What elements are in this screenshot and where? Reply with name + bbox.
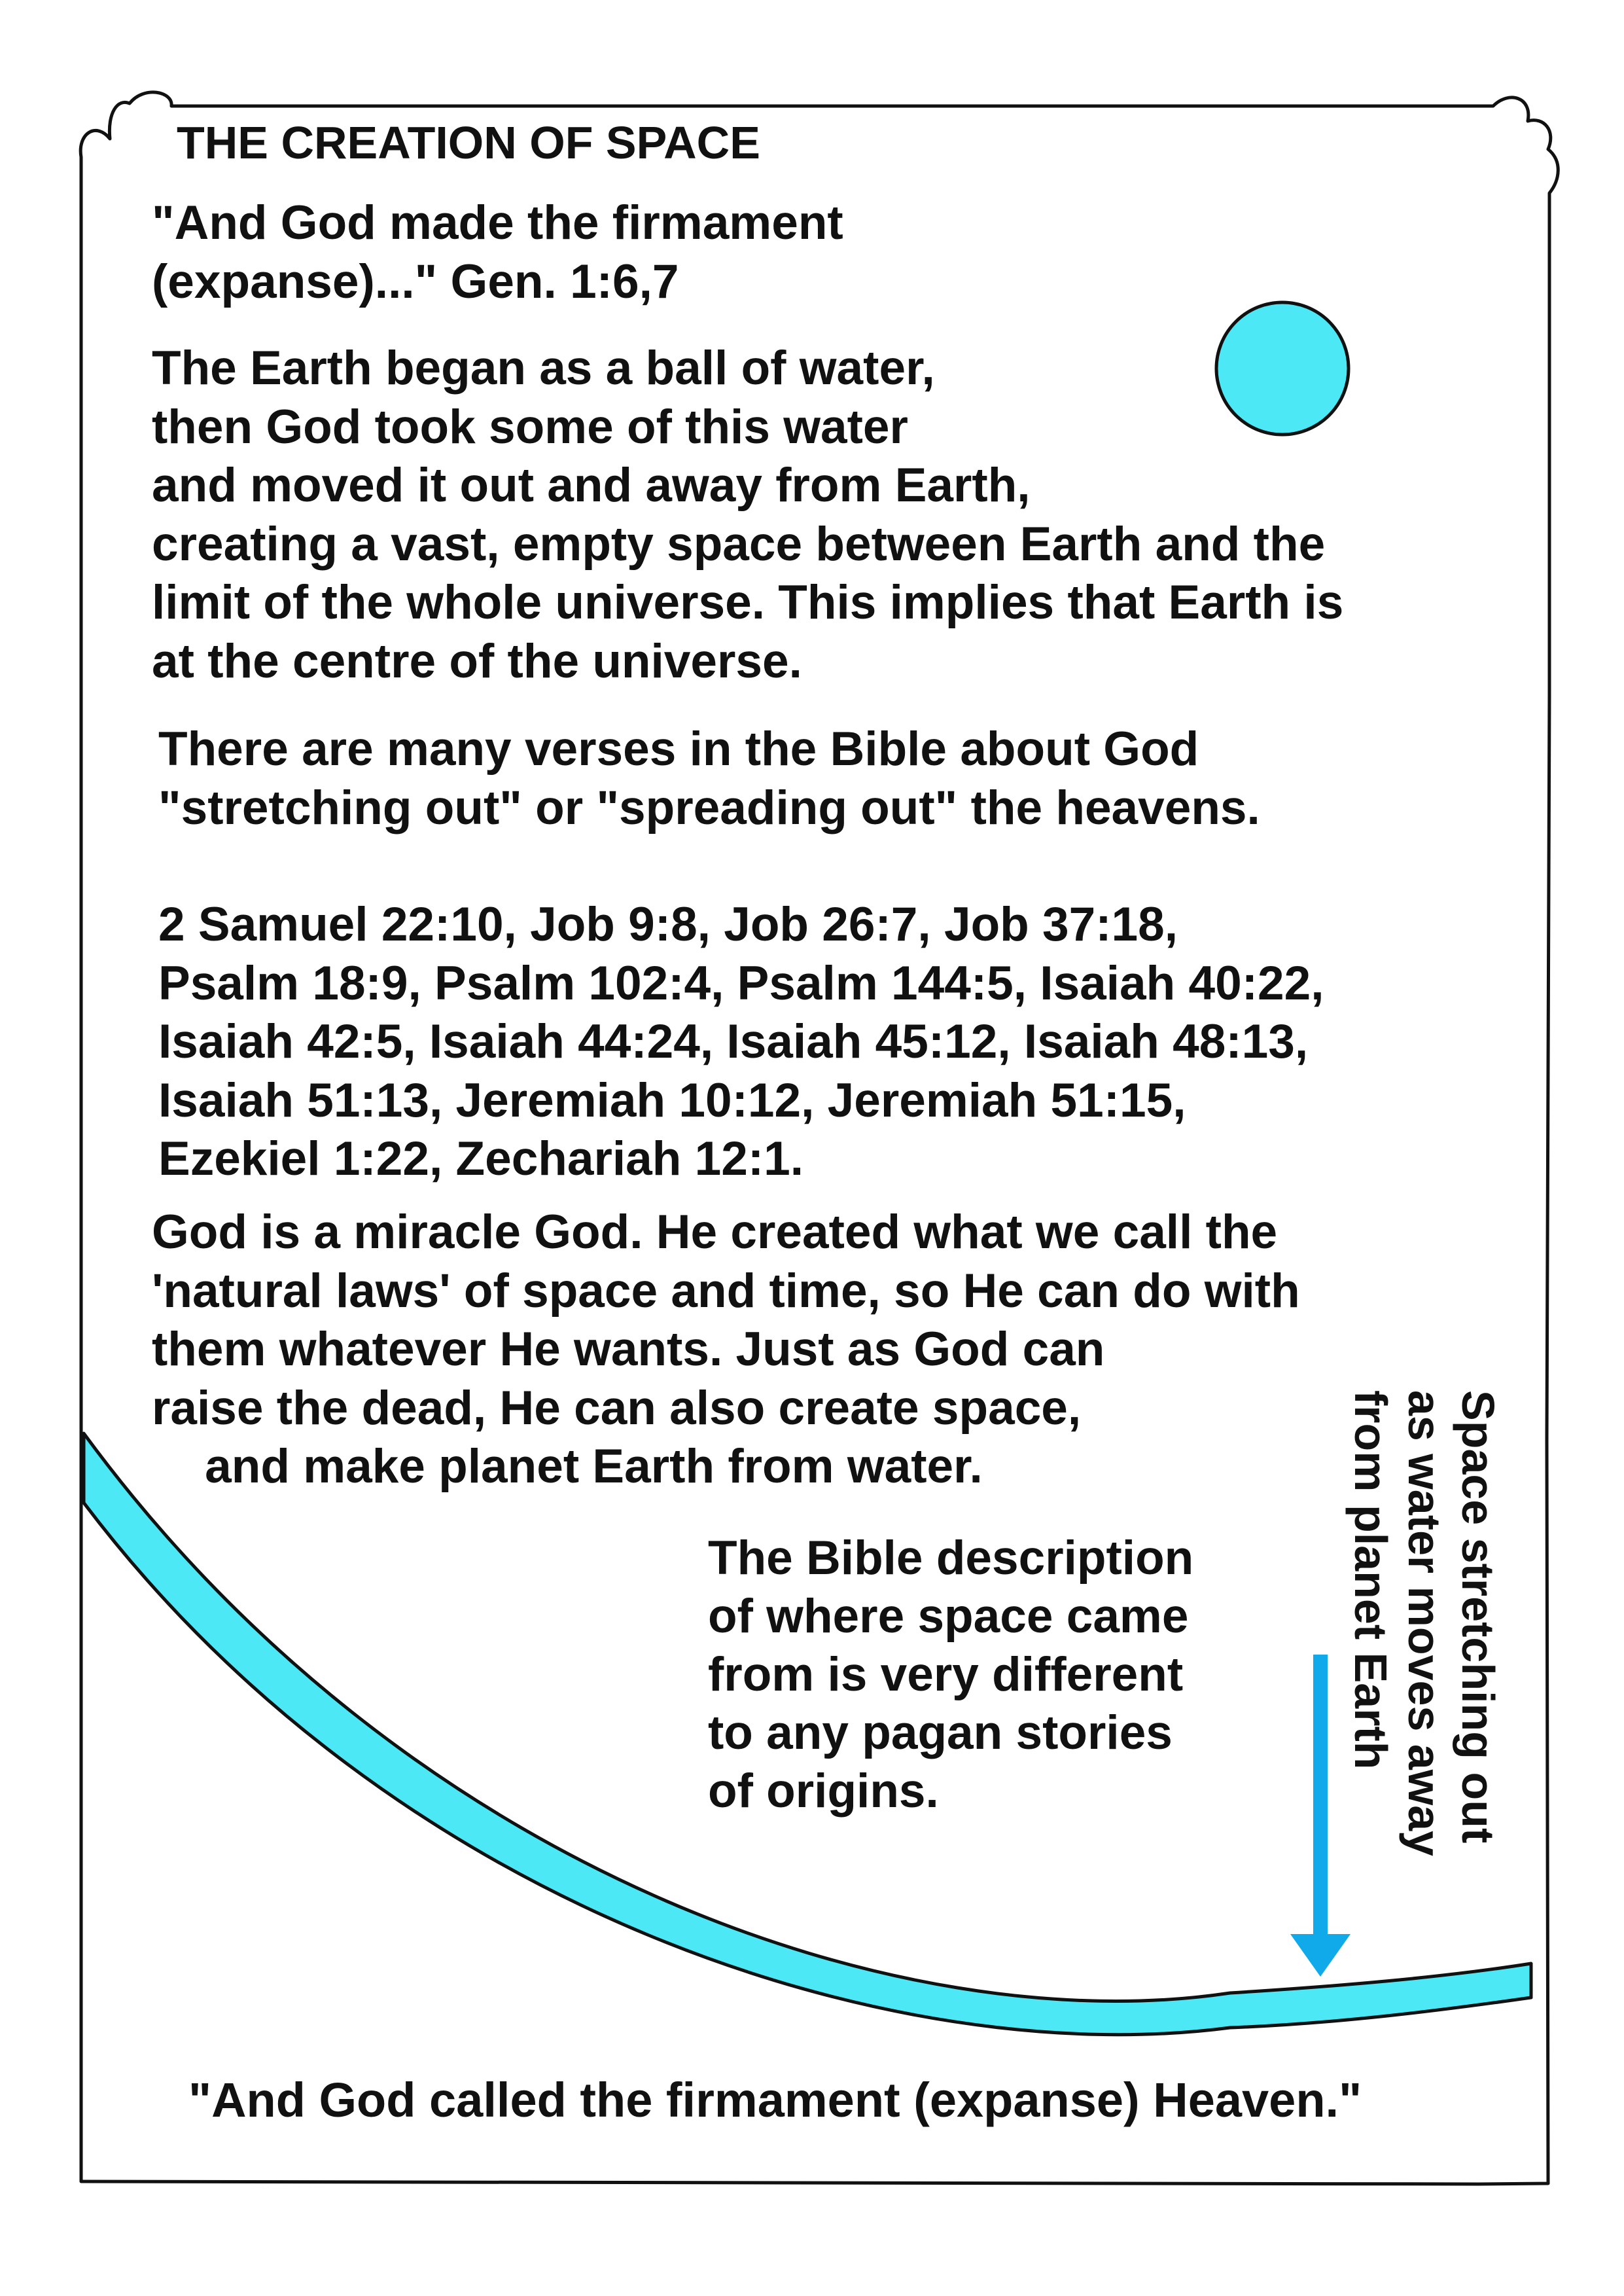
closing-quote: "And God called the firmament (expanse) Heaven." (188, 2073, 1362, 2127)
opening-quote: "And God made the firmament (expanse)..." Gen. 1:6,7 (152, 196, 843, 308)
earth-paragraph: The Earth began as a ball of water, then God took some of this water and moved it out and away from Earth, creating a vast, empty space between Earth and the limit of the whole universe. This implies that Earth is at the centre of the universe. (152, 342, 1344, 688)
verses-intro: There are many verses in the Bible about God "stretching out" or "spreading out" the heavens. (158, 723, 1260, 834)
page-title: THE CREATION OF SPACE (177, 117, 760, 168)
miracle-paragraph: God is a miracle God. He created what we call the 'natural laws' of space and time, so He can do with them whatever He wants. Just as God can raise the dead, He can also create space, and make planet Earth from water. (152, 1206, 1300, 1493)
bible-description: The Bible description of where space came from is very different to any pagan stories of origins. (708, 1532, 1194, 1818)
verse-references: 2 Samuel 22:10, Job 9:8, Job 26:7, Job 37:18, Psalm 18:9, Psalm 102:4, Psalm 144:5, Isaiah 40:22, Isaiah 42:5, Isaiah 44:24, Isaiah 45:12, Isaiah 48:13, Isaiah 51:13, Jeremiah 10:12, Jeremiah 51:15, Ezekiel 1:22, Zechariah 12:1. (158, 898, 1324, 1185)
arrow-caption: Space stretching out as water moves away from planet Earth (1345, 1390, 1504, 1857)
